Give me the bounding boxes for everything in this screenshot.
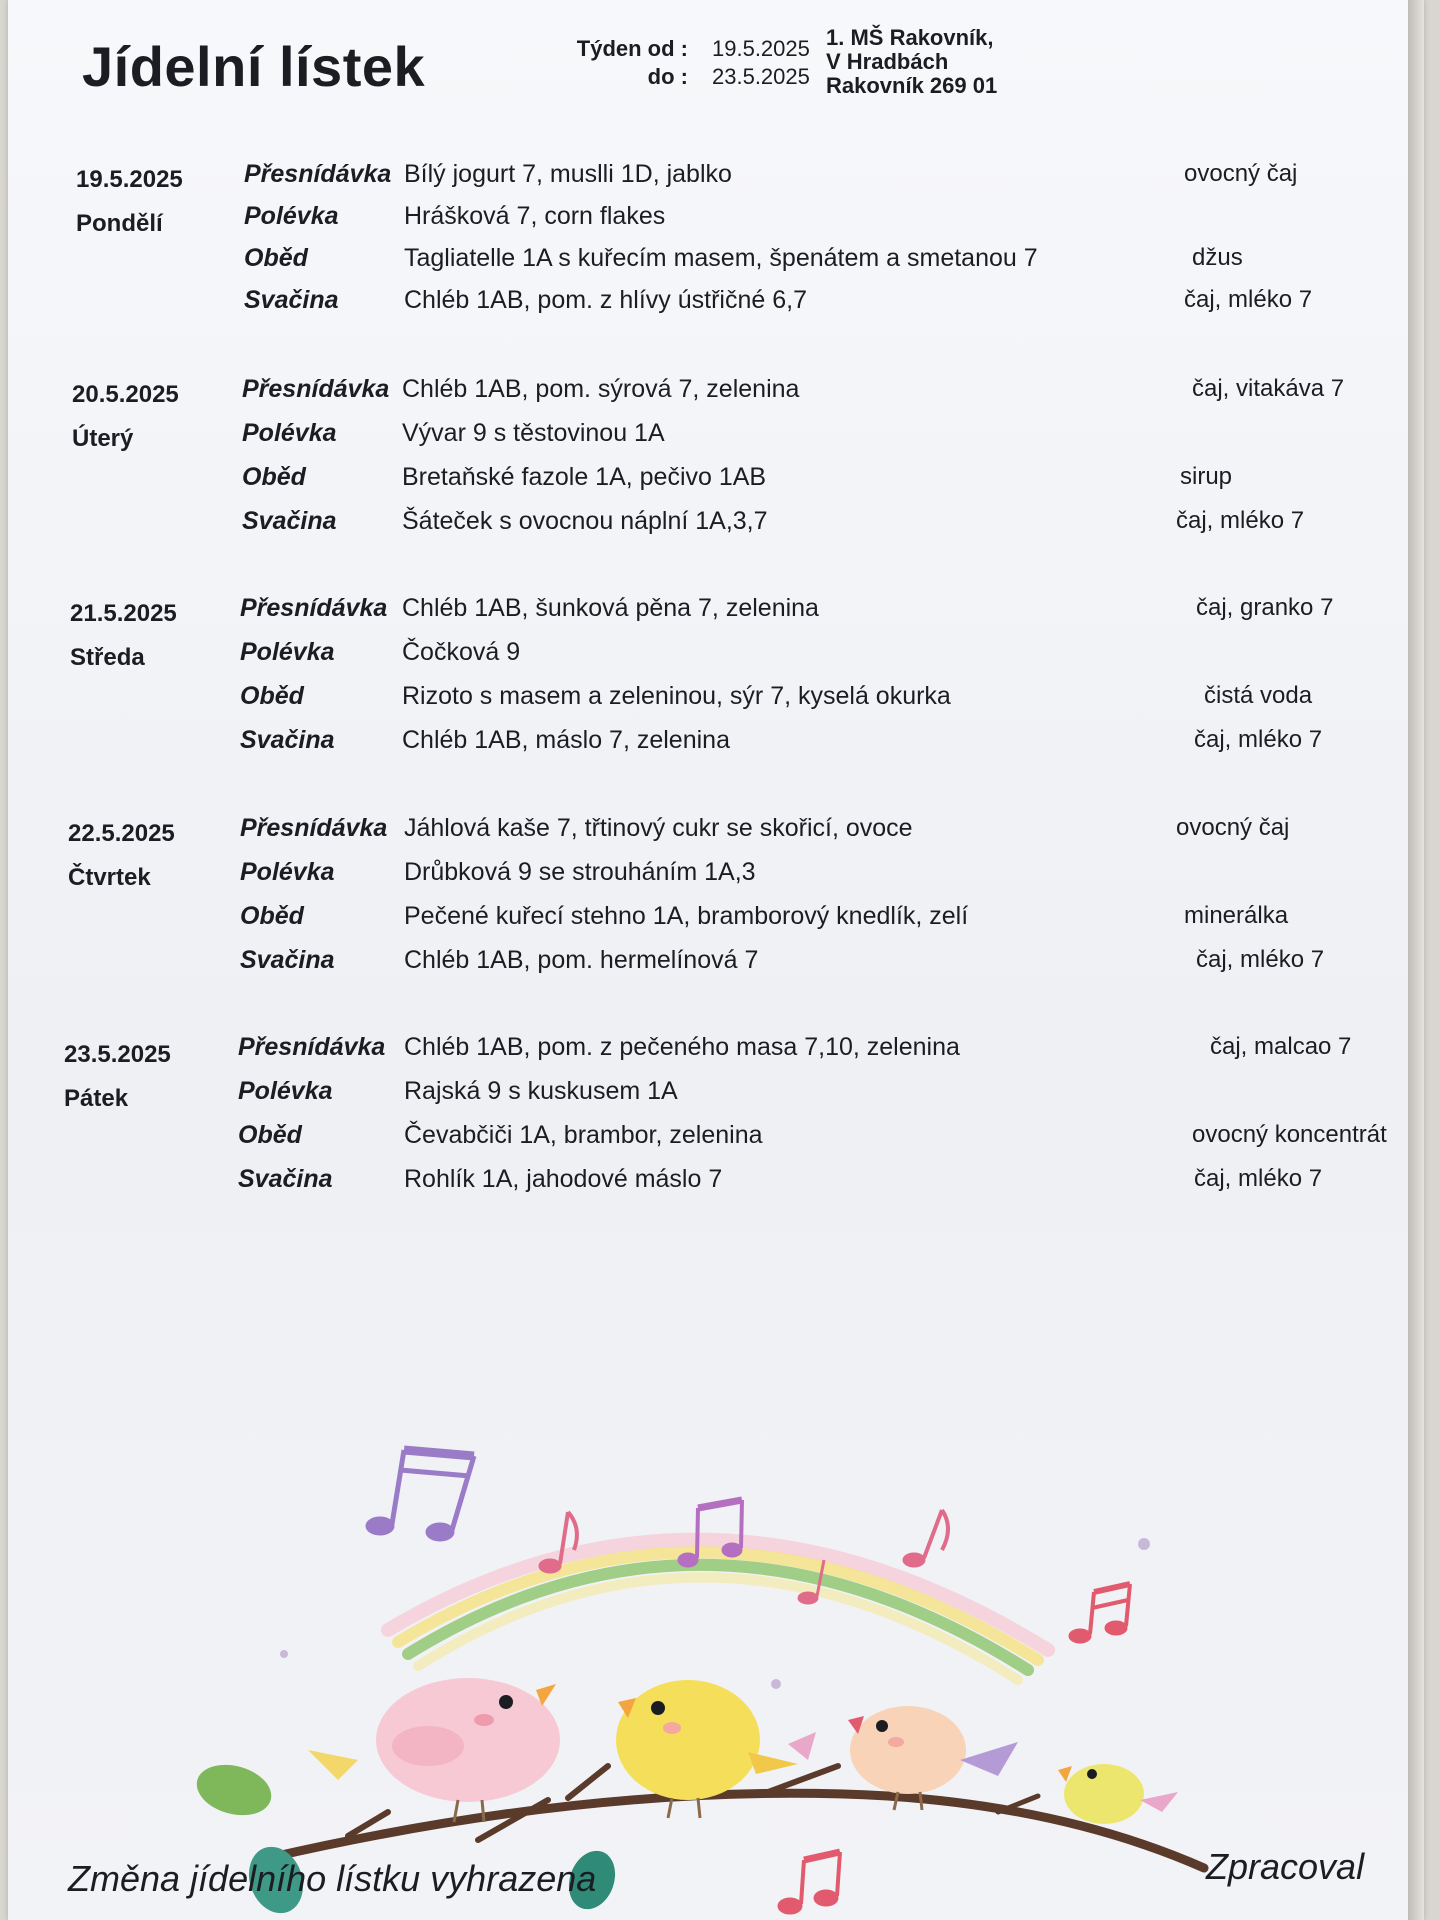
meal-type: Přesnídávka: [238, 1033, 386, 1061]
meal-row: [8, 202, 1424, 242]
meal-dish: Jáhlová kaše 7, třtinový cukr se skořicí, ovoce: [404, 814, 913, 842]
day-block: [8, 814, 1424, 1004]
music-note-icon: [366, 1450, 474, 1541]
meal-drink: čaj, mléko 7: [1176, 507, 1305, 534]
meal-dish: Šáteček s ovocnou náplní 1A,3,7: [402, 507, 768, 535]
school-line: V Hradbách: [826, 49, 949, 74]
meal-dish: Vývar 9 s těstovinou 1A: [402, 419, 665, 447]
meal-dish: Chléb 1AB, pom. sýrová 7, zelenina: [402, 375, 800, 403]
day-name: Úterý: [72, 425, 134, 452]
day-date: 19.5.2025: [76, 166, 183, 193]
day-name: Pondělí: [76, 210, 163, 237]
day-date: 21.5.2025: [70, 600, 177, 627]
meal-row: [8, 858, 1424, 898]
meal-dish: Chléb 1AB, pom. z pečeného masa 7,10, zelenina: [404, 1033, 960, 1061]
meal-row: [8, 419, 1424, 459]
day-date: 22.5.2025: [68, 820, 175, 847]
meal-row: [8, 1165, 1424, 1205]
meal-drink: džus: [1192, 244, 1243, 271]
day-block: [8, 594, 1424, 784]
meal-dish: Chléb 1AB, pom. z hlívy ústřičné 6,7: [404, 286, 807, 314]
meal-type: Polévka: [238, 1077, 333, 1105]
meal-dish: Hrášková 7, corn flakes: [404, 202, 666, 230]
meal-row: [8, 244, 1424, 284]
meal-type: Oběd: [244, 244, 308, 272]
meal-type: Svačina: [242, 507, 337, 535]
birds-rainbow-illustration: [8, 1420, 1424, 1920]
meal-dish: Bretaňské fazole 1A, pečivo 1AB: [402, 463, 767, 491]
music-note-icon: [1069, 1584, 1130, 1643]
meal-row: [8, 814, 1424, 854]
meal-dish: Chléb 1AB, šunková pěna 7, zelenina: [402, 594, 819, 622]
meal-row: [8, 1077, 1424, 1117]
meal-dish: Čočková 9: [402, 638, 521, 666]
meal-drink: minerálka: [1184, 902, 1289, 929]
meal-type: Přesnídávka: [244, 160, 392, 188]
meal-row: [8, 726, 1424, 766]
meal-drink: čaj, mléko 7: [1194, 1165, 1323, 1192]
school-line: Rakovník 269 01: [826, 73, 998, 98]
day-name: Pátek: [64, 1085, 129, 1112]
meal-row: [8, 946, 1424, 986]
meal-drink: čaj, malcao 7: [1210, 1033, 1352, 1060]
day-date: 20.5.2025: [72, 381, 179, 408]
meal-row: [8, 1121, 1424, 1161]
meal-row: [8, 463, 1424, 503]
meal-drink: čaj, mléko 7: [1194, 726, 1323, 753]
meal-drink: čistá voda: [1204, 682, 1313, 709]
meal-type: Polévka: [242, 419, 337, 447]
meal-row: [8, 160, 1424, 200]
meal-type: Oběd: [240, 682, 304, 710]
week-to-label: do :: [647, 64, 688, 89]
meal-dish: Rizoto s masem a zeleninou, sýr 7, kyselá okurka: [402, 682, 951, 710]
day-name: Čtvrtek: [68, 864, 151, 891]
meal-drink: čaj, mléko 7: [1196, 946, 1325, 973]
change-notice: Změna jídelního lístku vyhrazena: [68, 1858, 597, 1899]
music-note-icon: [778, 1852, 840, 1914]
meal-row: [8, 286, 1424, 326]
week-to-date: 23.5.2025: [712, 64, 810, 89]
meal-type: Přesnídávka: [240, 594, 388, 622]
meal-type: Svačina: [240, 726, 335, 754]
day-block: [8, 160, 1424, 350]
meal-drink: čaj, vitakáva 7: [1192, 375, 1345, 402]
day-block: [8, 375, 1424, 565]
school-line: 1. MŠ Rakovník,: [826, 25, 994, 50]
prepared-by-label: Zpracoval: [1206, 1846, 1365, 1887]
meal-dish: Pečené kuřecí stehno 1A, bramborový knedlík, zelí: [404, 902, 969, 930]
meal-dish: Chléb 1AB, pom. hermelínová 7: [404, 946, 759, 974]
school-address: [826, 26, 997, 98]
meal-type: Svačina: [244, 286, 339, 314]
meal-type: Přesnídávka: [242, 375, 390, 403]
meal-dish: Bílý jogurt 7, muslli 1D, jablko: [404, 160, 732, 188]
meal-dish: Rohlík 1A, jahodové máslo 7: [404, 1165, 723, 1193]
meal-type: Svačina: [238, 1165, 333, 1193]
meal-row: [8, 902, 1424, 942]
meal-type: Svačina: [240, 946, 335, 974]
meal-drink: sirup: [1180, 463, 1233, 490]
day-block: [8, 1033, 1424, 1223]
meal-type: Přesnídávka: [240, 814, 388, 842]
meal-row: [8, 682, 1424, 722]
meal-row: [8, 594, 1424, 634]
meal-type: Polévka: [244, 202, 339, 230]
week-from-date: 19.5.2025: [712, 36, 810, 61]
meal-type: Oběd: [242, 463, 306, 491]
menu-sheet: [8, 0, 1424, 1920]
meal-row: [8, 507, 1424, 547]
bird-pink-icon: [308, 1678, 560, 1822]
meal-dish: Tagliatelle 1A s kuřecím masem, špenátem a smetanou 7: [404, 244, 1038, 272]
meal-row: [8, 375, 1424, 415]
meal-drink: ovocný čaj: [1184, 160, 1298, 187]
week-from-label: Týden od :: [576, 36, 688, 61]
meal-type: Oběd: [240, 902, 304, 930]
meal-row: [8, 1033, 1424, 1073]
meal-type: Polévka: [240, 638, 335, 666]
meal-type: Polévka: [240, 858, 335, 886]
meal-dish: Rajská 9 s kuskusem 1A: [404, 1077, 678, 1105]
day-date: 23.5.2025: [64, 1041, 171, 1068]
meal-dish: Drůbková 9 se strouháním 1A,3: [404, 858, 756, 886]
meal-row: [8, 638, 1424, 678]
bird-small-yellow-icon: [1058, 1764, 1178, 1824]
page-title: Jídelní lístek: [82, 35, 426, 98]
meal-drink: čaj, granko 7: [1196, 594, 1334, 621]
meal-drink: čaj, mléko 7: [1184, 286, 1313, 313]
meal-type: Oběd: [238, 1121, 302, 1149]
meal-drink: ovocný čaj: [1176, 814, 1290, 841]
meal-dish: Čevabčiči 1A, brambor, zelenina: [404, 1121, 763, 1149]
day-name: Středa: [70, 644, 145, 671]
rainbow-arc: [388, 1540, 1048, 1680]
meal-drink: ovocný koncentrát: [1192, 1121, 1387, 1148]
meal-dish: Chléb 1AB, máslo 7, zelenina: [402, 726, 730, 754]
